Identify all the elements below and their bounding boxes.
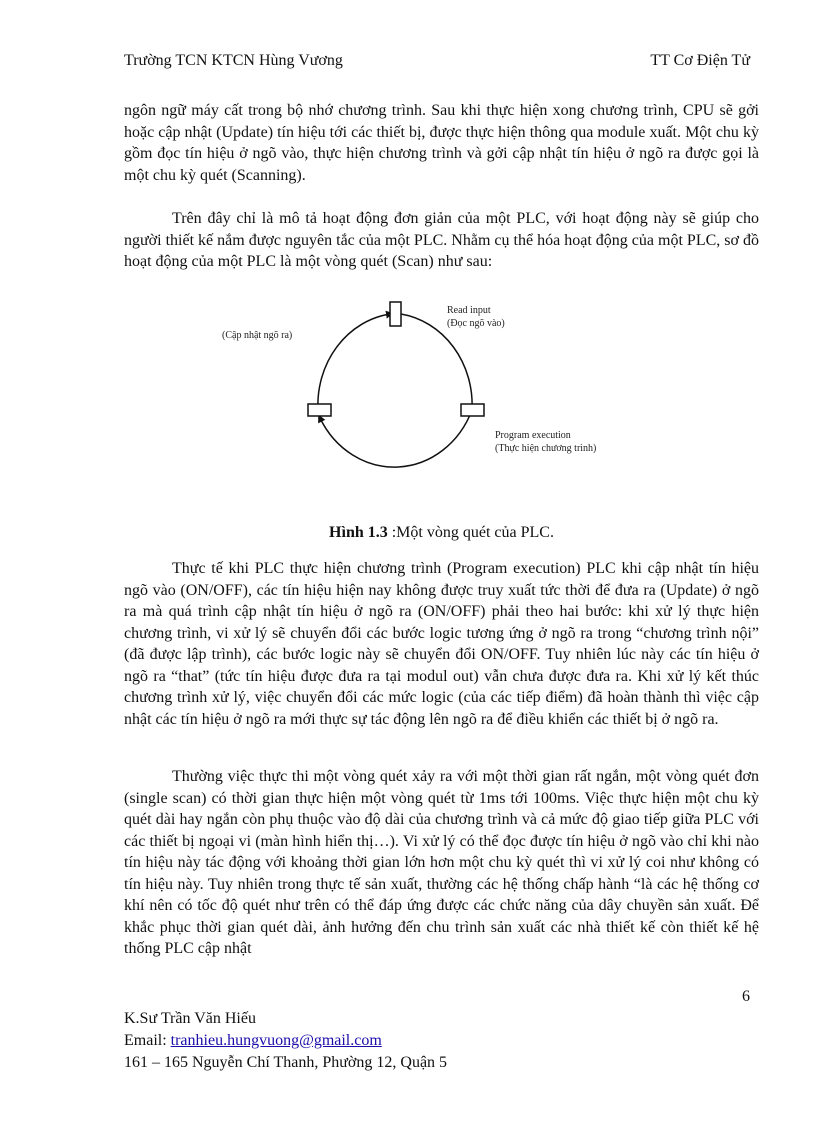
label-program-execution-vi: (Thực hiện chương trình)	[495, 443, 597, 454]
footer-address: 161 – 165 Nguyễn Chí Thanh, Phường 12, Quận 5	[124, 1054, 448, 1071]
arc-exec-to-output	[320, 410, 472, 467]
paragraph-4: Thường việc thực thi một vòng quét xảy ra với một thời gian rất ngắn, một vòng quét đơn (single scan) có thời gian thực hiện một vòng quét từ 1ms tới 100ms. Việc thực hiện một chu kỳ quét dài hay ngắn còn phụ thuộc vào độ dài của chương trình và cả mức độ giao tiếp giữa PLC với các thiết bị ngoại vi (màn hình hiển thị…). Vi xử lý có thể đọc được tín hiệu ở ngõ vào chỉ khi nào tín hiệu này tác động với khoảng thời gian lớn hơn một chu kỳ quét thì vi xử lý coi như không có tín hiệu này. Tuy nhiên trong thực tế sản xuất, thường các hệ thống chấp hành “là các hệ thống cơ khí nên có tốc độ quét như trên có thể đáp ứng được các chức năng của dây chuyền sản xuất. Để khắc phục thời gian quét dài, ảnh hưởng đến chu trình sản xuất các nhà thiết kế còn thiết kế hệ thống PLC cập nhật	[124, 768, 759, 957]
footer-email	[124, 1032, 382, 1050]
figure-caption	[124, 524, 759, 542]
output-update-box	[308, 404, 331, 416]
label-output-update: (Cập nhật ngõ ra)	[222, 330, 293, 341]
label-read-input-vi: (Đọc ngõ vào)	[447, 318, 505, 329]
figure-number: Hình 1.3	[329, 524, 388, 541]
arc-output-to-read	[318, 314, 390, 410]
scan-cycle-diagram	[200, 292, 620, 482]
paragraph-3: Thực tế khi PLC thực hiện chương trình (Program execution) PLC khi cập nhật tín hiệu ngõ vào (ON/OFF), các tín hiệu hiện nay không được truy xuất tức thời để đưa ra (Update) ở ngõ ra mà quá trình cập nhật tín hiệu ở ngõ ra (ON/OFF) phải theo hai bước: khi xử lý thực hiện chương trình, vi xử lý sẽ chuyển đổi các bước logic tương ứng ở ngõ ra trong “chương trình nội” (đã được lập trình), các bước logic này sẽ chuyển đổi ON/OFF. Tuy nhiên lúc này các tín hiệu ở ngõ ra “that” (tức tín hiệu được đưa ra tại modul out) vẫn chưa được đưa ra. Khi xử lý kết thúc chương trình xử lý, việc chuyển đổi các mức logic (của các tiếp điểm) đã hoàn thành thì việc cập nhật các tín hiệu ở ngõ ra mới thực sự tác động lên ngõ ra để điều khiển các thiết bị ở ngõ ra.	[124, 560, 759, 728]
label-program-execution: Program execution	[495, 430, 571, 441]
header-department: TT Cơ Điện Tử	[650, 52, 750, 69]
program-execution-box	[461, 404, 484, 416]
header-school: Trường TCN KTCN Hùng Vương	[124, 52, 343, 69]
paragraph-1: ngôn ngữ máy cất trong bộ nhớ chương trình. Sau khi thực hiện xong chương trình, CPU sẽ gởi hoặc cập nhật (Update) tín hiệu tới các thiết bị, được thực hiện thông qua module xuất. Một chu kỳ gồm đọc tín hiệu ở ngõ vào, thực hiện chương trình và gởi cập nhật tín hiệu ở ngõ ra được gọi là một chu kỳ quét (Scanning).	[124, 102, 759, 184]
figure-caption-text: :Một vòng quét của PLC.	[387, 524, 554, 541]
paragraph-2: Trên đây chỉ là mô tả hoạt động đơn giản của một PLC, với hoạt động này sẽ giúp cho người thiết kế nắm được nguyên tắc của một PLC. Nhằm cụ thể hóa hoạt động của một PLC, sơ đồ hoạt động của một PLC là một vòng quét (Scan) như sau:	[124, 210, 759, 270]
footer-author: K.Sư Trần Văn Hiếu	[124, 1010, 256, 1027]
footer-email-label: Email:	[124, 1032, 171, 1049]
email-link[interactable]: tranhieu.hungvuong@gmail.com	[170, 1032, 382, 1049]
page-number: 6	[742, 988, 750, 1005]
read-input-box	[390, 302, 401, 326]
label-read-input: Read input	[447, 305, 491, 316]
